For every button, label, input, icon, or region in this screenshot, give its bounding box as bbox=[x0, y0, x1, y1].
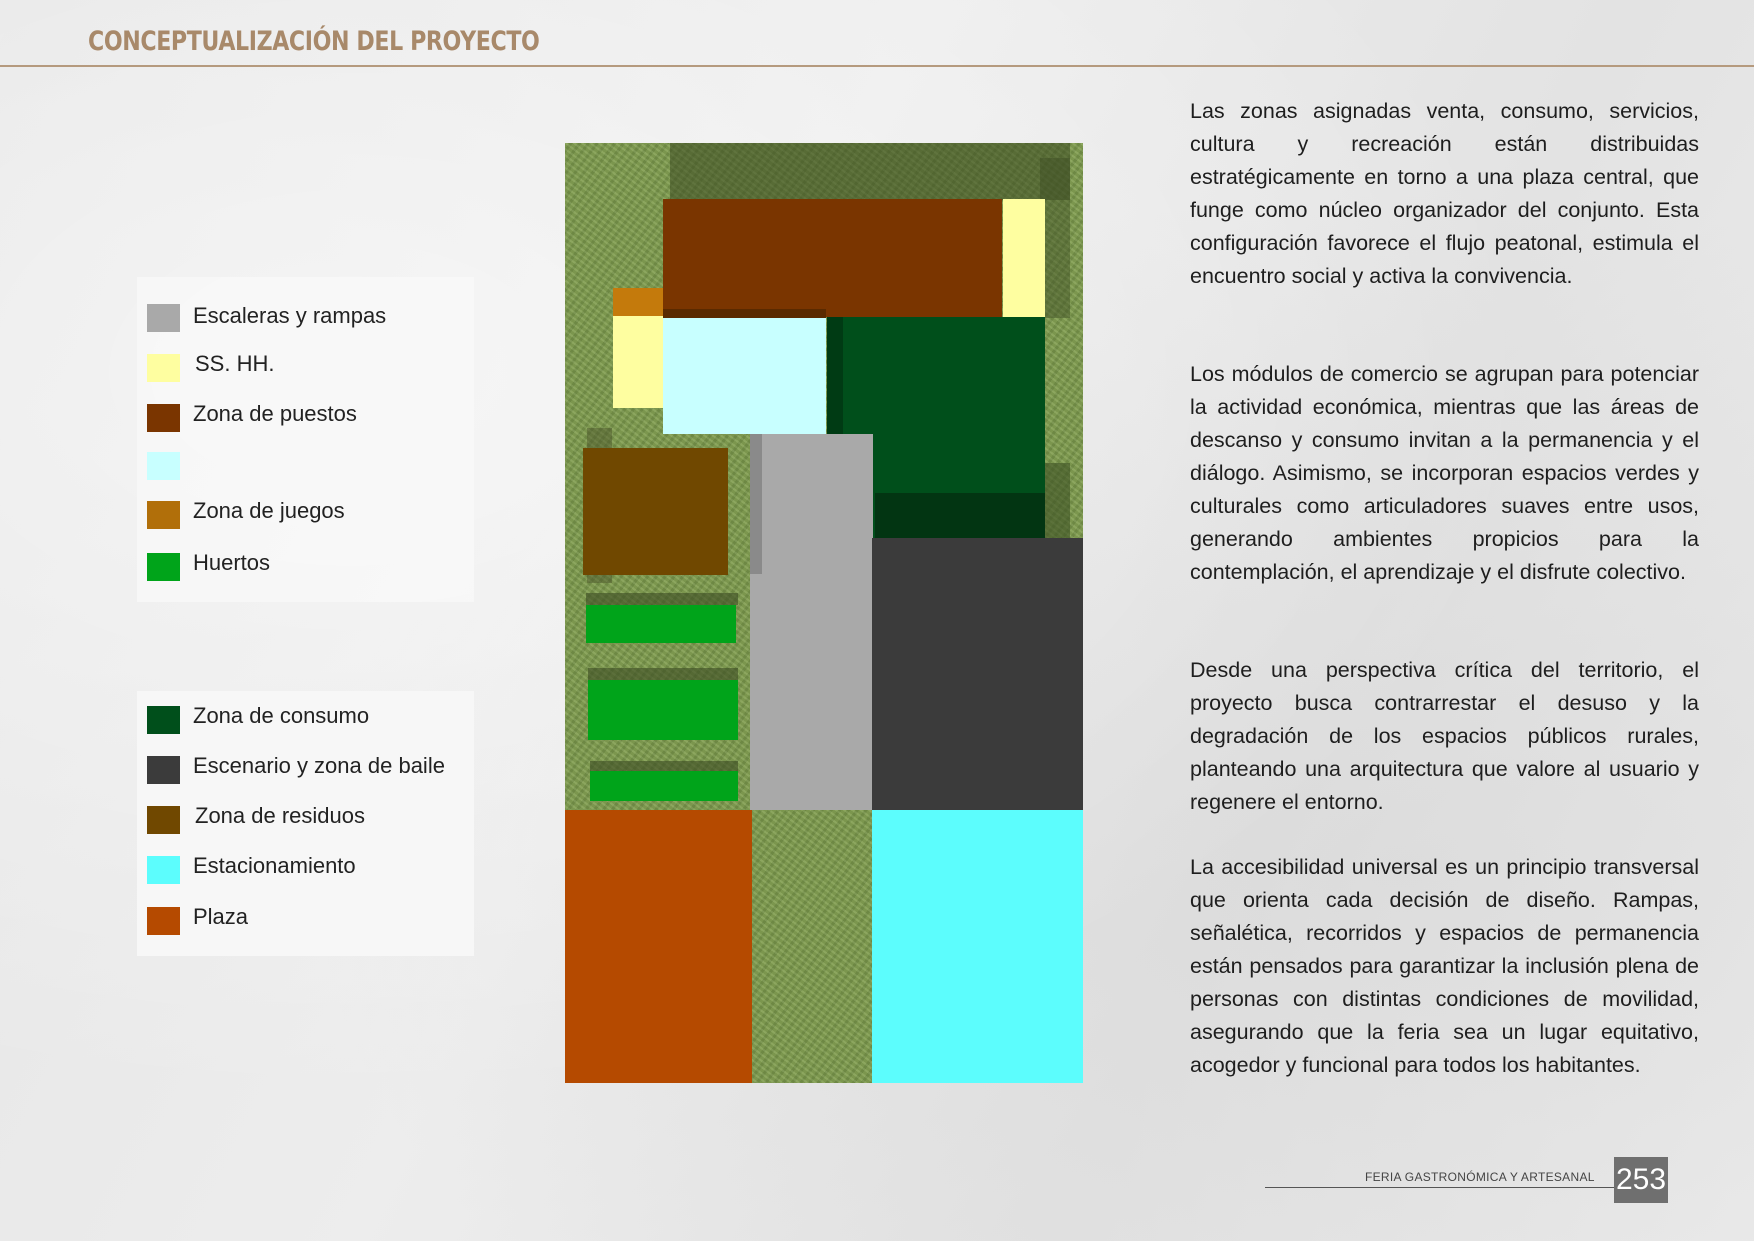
legend-item bbox=[137, 701, 474, 737]
plaza bbox=[565, 810, 752, 1083]
legend-swatch bbox=[147, 856, 180, 884]
legend-item bbox=[137, 548, 474, 584]
estacionamiento bbox=[872, 810, 1083, 1083]
legend-label: Escenario y zona de baile bbox=[193, 753, 445, 778]
legend-swatch bbox=[147, 553, 180, 581]
legend-item bbox=[137, 902, 474, 938]
paragraph-3: Desde una perspectiva crítica del territorio, el proyecto busca contrarrestar el desuso y la degradación de los espacios públicos rurales, planteando una arquitectura que valore al usuario y regenere el entorno. bbox=[1190, 658, 1699, 814]
huertos-2 bbox=[588, 680, 738, 740]
ss-hh-left bbox=[613, 316, 663, 408]
zona-de-residuos bbox=[583, 448, 728, 575]
legend-label: Zona de consumo bbox=[193, 703, 370, 728]
legend-label: Huertos bbox=[193, 550, 271, 575]
legend-swatch bbox=[147, 452, 180, 480]
legend-label: Zona de puestos bbox=[193, 401, 357, 426]
shadow bbox=[827, 317, 843, 435]
shadow bbox=[588, 668, 738, 680]
paragraph-2: Los módulos de comercio se agrupan para potenciar la actividad económica, mientras que las áreas de descanso y consumo invitan a la permanencia y el diálogo. Asimismo, se incorporan espacios verdes y culturales como articuladores suaves entre usos, generando ambientes propicios para la contemplación, el aprendizaje y el disfrute colectivo. bbox=[1190, 362, 1699, 584]
page-header-title: CONCEPTUALIZACIÓN DEL PROYECTO bbox=[88, 26, 540, 57]
light-cyan-zone bbox=[663, 317, 826, 434]
page-number: 253 bbox=[1614, 1157, 1668, 1203]
legend-panel-bottom bbox=[137, 691, 474, 956]
escenario-y-zona-de-baile bbox=[872, 538, 1083, 810]
legend-item bbox=[137, 447, 474, 483]
legend-swatch bbox=[147, 706, 180, 734]
legend-swatch bbox=[147, 501, 180, 529]
shadow bbox=[750, 434, 762, 574]
shadow bbox=[663, 309, 826, 318]
huertos-3 bbox=[590, 771, 738, 801]
legend-item bbox=[137, 399, 474, 435]
footer-divider bbox=[1265, 1187, 1615, 1188]
legend-swatch bbox=[147, 354, 180, 382]
legend-item bbox=[137, 496, 474, 532]
shadow bbox=[590, 761, 738, 771]
legend-swatch bbox=[147, 404, 180, 432]
legend-label: Zona de juegos bbox=[193, 498, 345, 523]
ss-hh-right bbox=[1003, 199, 1045, 317]
legend-swatch bbox=[147, 304, 180, 332]
legend-swatch bbox=[147, 756, 180, 784]
legend-panel-top bbox=[137, 277, 474, 602]
legend-label: Estacionamiento bbox=[193, 853, 356, 878]
legend-label: SS. HH. bbox=[195, 351, 275, 376]
zona-de-puestos bbox=[663, 199, 1002, 317]
shadow bbox=[670, 143, 1070, 200]
shadow bbox=[875, 493, 1045, 538]
header-divider bbox=[0, 65, 1754, 67]
juegos-cap bbox=[613, 288, 663, 316]
site-plan bbox=[565, 143, 1083, 1083]
legend-item bbox=[137, 349, 474, 385]
shadow bbox=[586, 593, 738, 605]
legend-label: Escaleras y rampas bbox=[193, 303, 387, 328]
legend-item bbox=[137, 301, 474, 337]
paragraph-4: La accesibilidad universal es un principio transversal que orienta cada decisión de diseño. Rampas, señalética, recorridos y espacios de permanencia están pensados para garantizar la inclusión plena de personas con distintas condiciones de movilidad, asegurando que la feria sea un lugar equitativo, acogedor y funcional para todos los habitantes. bbox=[1190, 855, 1699, 1077]
paragraph-1: Las zonas asignadas venta, consumo, servicios, cultura y recreación están distribuidas estratégicamente en torno a una plaza central, que funge como núcleo organizador del conjunto. Esta configuración favorece el flujo peatonal, estimula el encuentro social y activa la convivencia. bbox=[1190, 99, 1699, 288]
huertos-1 bbox=[586, 605, 736, 643]
shadow bbox=[1045, 463, 1070, 538]
legend-swatch bbox=[147, 806, 180, 834]
legend-item bbox=[137, 851, 474, 887]
legend-item bbox=[137, 801, 474, 837]
legend-swatch bbox=[147, 907, 180, 935]
legend-item bbox=[137, 751, 474, 787]
legend-label: Plaza bbox=[193, 904, 249, 929]
footer-label: FERIA GASTRONÓMICA Y ARTESANAL bbox=[1365, 1170, 1595, 1184]
legend-label: Zona de residuos bbox=[195, 803, 365, 828]
escaleras-y-rampas bbox=[750, 434, 873, 810]
